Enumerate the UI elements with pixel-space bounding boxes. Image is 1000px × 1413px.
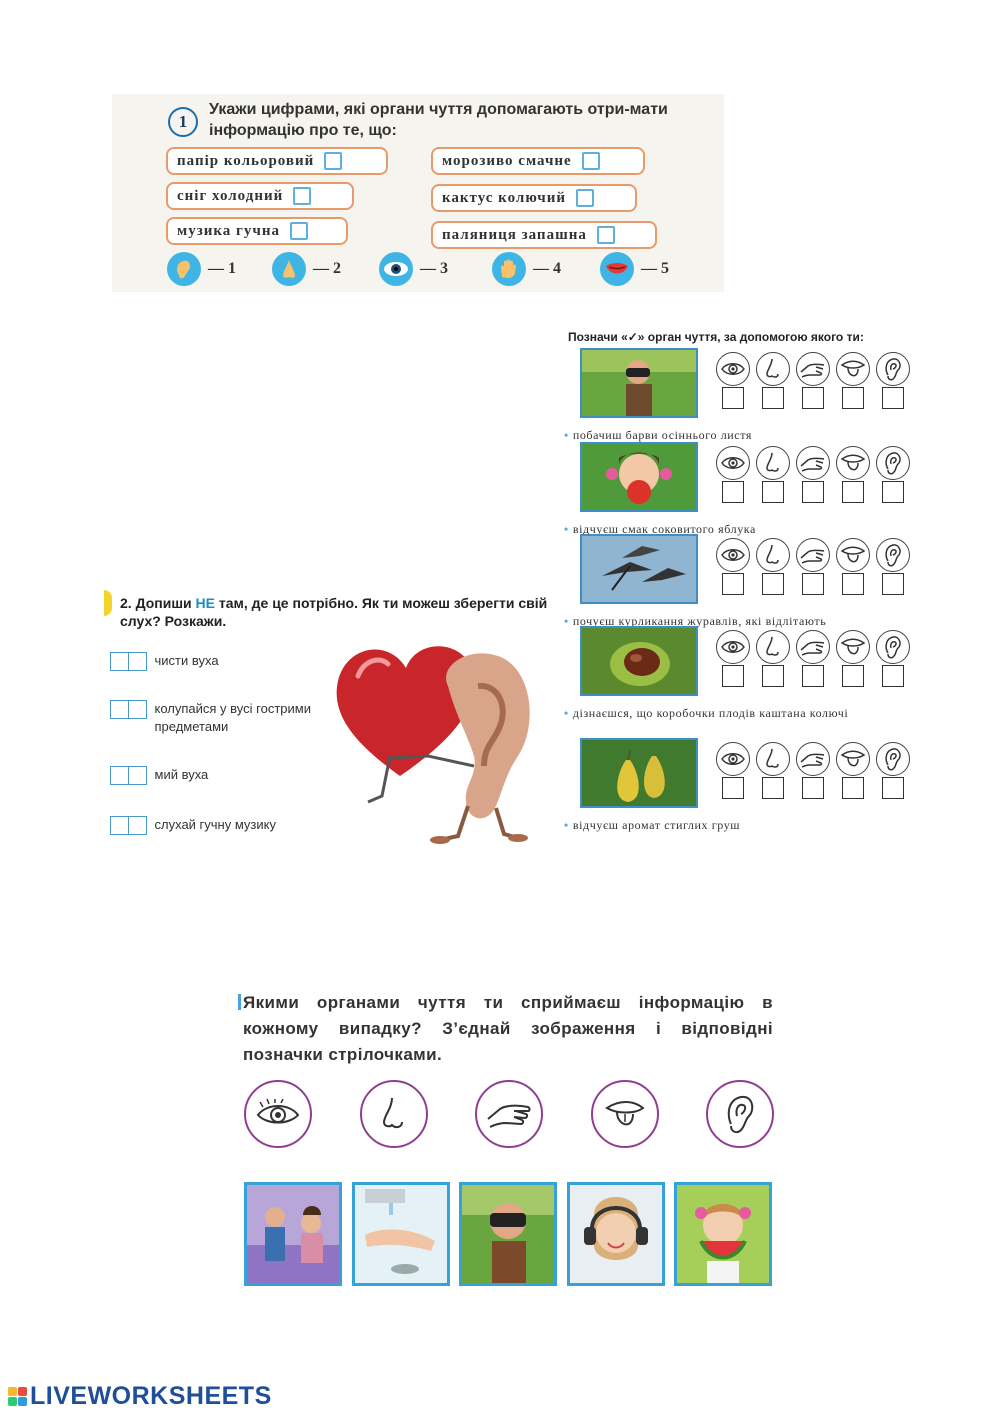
hand-icon[interactable] [475, 1080, 543, 1148]
tongue-icon [836, 446, 870, 480]
sense-choice [876, 446, 910, 503]
answer-item [431, 221, 657, 249]
tongue-icon[interactable] [591, 1080, 659, 1148]
checkbox[interactable] [802, 665, 824, 687]
checkbox[interactable] [722, 573, 744, 595]
sense-choice [716, 446, 750, 503]
nose-icon [756, 742, 790, 776]
nose-icon [756, 538, 790, 572]
checkbox[interactable] [882, 481, 904, 503]
checkbox[interactable] [882, 665, 904, 687]
checkbox[interactable] [722, 665, 744, 687]
sense-icons-row [244, 1080, 774, 1148]
legend-item: — 3 [379, 252, 448, 286]
sense-choices [716, 446, 910, 503]
sense-row [564, 738, 920, 832]
sense-choice [836, 538, 870, 595]
answer-box[interactable] [290, 222, 308, 240]
hand-icon [796, 630, 830, 664]
sense-choice [836, 352, 870, 409]
checkbox[interactable] [722, 777, 744, 799]
hand-icon [796, 538, 830, 572]
watermelon-photo[interactable] [674, 1182, 772, 1286]
sense-choice [876, 352, 910, 409]
legend-item: — 1 [167, 252, 236, 286]
sense-row [564, 626, 920, 720]
washing-hands-photo[interactable] [352, 1182, 450, 1286]
ear-icon [876, 630, 910, 664]
sense-choice [876, 630, 910, 687]
sense-choice [756, 538, 790, 595]
nose-icon [756, 446, 790, 480]
checkbox[interactable] [842, 387, 864, 409]
eye-icon [716, 538, 750, 572]
checkbox[interactable] [882, 777, 904, 799]
answer-item [110, 766, 335, 785]
exercise-number: 1 [168, 107, 198, 137]
ear-icon [167, 252, 201, 286]
answer-box[interactable] [128, 816, 147, 835]
sense-choice [716, 352, 750, 409]
sense-choice [836, 446, 870, 503]
legend-item: — 4 [492, 252, 561, 286]
hand-icon [796, 742, 830, 776]
sense-choice [876, 538, 910, 595]
item-text: кактус колючий [442, 189, 566, 206]
checkbox[interactable] [762, 777, 784, 799]
ear-icon[interactable] [706, 1080, 774, 1148]
answer-box[interactable] [110, 700, 129, 719]
answer-item [166, 182, 354, 210]
sense-choices [716, 742, 910, 799]
sense-row [564, 348, 920, 442]
checkbox[interactable] [722, 387, 744, 409]
answer-item [166, 147, 388, 175]
sense-row [564, 442, 920, 536]
answer-box[interactable] [128, 766, 147, 785]
checkbox[interactable] [762, 387, 784, 409]
legend-item: — 2 [272, 252, 341, 286]
heart-ear-illustration [328, 626, 548, 844]
mark-sense-exercise [560, 322, 928, 832]
sense-choice [836, 630, 870, 687]
cranes-photo [580, 534, 698, 604]
answer-box[interactable] [128, 652, 147, 671]
nose-icon [756, 630, 790, 664]
row-caption: • побачиш барви осіннього листя [564, 428, 753, 442]
eye-icon[interactable] [244, 1080, 312, 1148]
item-text: сніг холодний [177, 187, 284, 204]
item-text: слухай гучну музику [154, 817, 276, 832]
answer-box[interactable] [128, 700, 147, 719]
eye-icon [716, 352, 750, 386]
liveworksheets-logo[interactable] [8, 1382, 272, 1411]
ear-icon [876, 538, 910, 572]
answer-box[interactable] [597, 226, 615, 244]
item-text: мий вуха [154, 767, 209, 782]
logo-cubes-icon [8, 1387, 27, 1406]
answer-box[interactable] [576, 189, 594, 207]
answer-box[interactable] [110, 766, 129, 785]
answer-box[interactable] [582, 152, 600, 170]
photo-row [244, 1182, 772, 1286]
sense-choice [756, 630, 790, 687]
eye-icon [716, 630, 750, 664]
row-caption: • дізнаєшся, що коробочки плодів каштана колючі [564, 706, 849, 720]
exercise-1 [112, 94, 724, 292]
checkbox[interactable] [842, 665, 864, 687]
checkbox[interactable] [802, 777, 824, 799]
nose-icon [272, 252, 306, 286]
sense-choice [796, 352, 830, 409]
sense-choice [756, 352, 790, 409]
sense-choice [796, 446, 830, 503]
tongue-icon [836, 352, 870, 386]
row-caption: • почуєш курликання журавлів, які відлітають [564, 614, 827, 628]
binoculars-photo[interactable] [459, 1182, 557, 1286]
answer-item [431, 184, 637, 212]
chestnut-photo [580, 626, 698, 696]
eye-icon [379, 252, 413, 286]
item-text: папір кольоровий [177, 152, 315, 169]
sense-choice [716, 630, 750, 687]
exercise-marker [238, 994, 241, 1010]
answer-item [166, 217, 348, 245]
checkbox[interactable] [762, 573, 784, 595]
legend-item: — 5 [600, 252, 669, 286]
answer-box[interactable] [324, 152, 342, 170]
answer-box[interactable] [110, 652, 129, 671]
checkbox[interactable] [882, 573, 904, 595]
checkbox[interactable] [762, 665, 784, 687]
headphones-photo[interactable] [567, 1182, 665, 1286]
sense-choice [716, 538, 750, 595]
item-text: колупайся у вусі гострими предметами [154, 701, 311, 734]
eye-icon [716, 742, 750, 776]
exercise-instruction: Укажи цифрами, які органи чуття допомагають отри-мати інформацію про те, що: [209, 101, 668, 139]
ear-icon [876, 352, 910, 386]
girl-apple-photo [580, 442, 698, 512]
exercise-3 [238, 980, 788, 1298]
sense-choice [876, 742, 910, 799]
sense-choice [796, 630, 830, 687]
sense-choice [716, 742, 750, 799]
checkbox[interactable] [722, 481, 744, 503]
exercise-2 [104, 586, 554, 844]
exercise-instruction: 2. Допиши НЕ там, де це потрібно. Як ти можеш зберегти свій слух? Розкажи. [120, 595, 548, 629]
sense-choice [756, 742, 790, 799]
checkbox[interactable] [882, 387, 904, 409]
sense-choices [716, 352, 910, 409]
checkbox[interactable] [802, 387, 824, 409]
sense-choice [836, 742, 870, 799]
hand-icon [796, 352, 830, 386]
answer-item [110, 816, 335, 835]
sense-choice [796, 538, 830, 595]
nose-icon[interactable] [360, 1080, 428, 1148]
answer-item [110, 652, 335, 671]
answer-box[interactable] [293, 187, 311, 205]
sense-choice [756, 446, 790, 503]
nose-icon [756, 352, 790, 386]
sense-choice [796, 742, 830, 799]
logo-text: LIVEWORKSHEETS [30, 1382, 272, 1410]
ear-icon [876, 446, 910, 480]
pears-photo [580, 738, 698, 808]
tongue-icon [836, 630, 870, 664]
eye-icon [716, 446, 750, 480]
answer-box[interactable] [110, 816, 129, 835]
item-text: музика гучна [177, 222, 280, 239]
tongue-icon [836, 742, 870, 776]
checkbox[interactable] [762, 481, 784, 503]
checkbox[interactable] [842, 481, 864, 503]
row-caption: • відчуєш аромат стиглих груш [564, 818, 741, 832]
sense-choices [716, 630, 910, 687]
row-caption: • відчуєш смак соковитого яблука [564, 522, 756, 536]
boy-binoculars-photo [580, 348, 698, 418]
item-text: чисти вуха [154, 653, 219, 668]
ear-icon [876, 742, 910, 776]
exercise-title: Позначи «✓» орган чуття, за допомогою якого ти: [568, 330, 864, 344]
exercise-instruction: Якими органами чуття ти сприймаєш інформацію в кожному випадку? З’єднай зображення і відповідні позначки стрілочками. [243, 993, 773, 1064]
checkbox[interactable] [842, 777, 864, 799]
answer-item [431, 147, 645, 175]
hand-icon [796, 446, 830, 480]
checkbox[interactable] [802, 481, 824, 503]
item-text: паляниця запашна [442, 226, 587, 243]
sense-choices [716, 538, 910, 595]
item-text: морозиво смачне [442, 152, 572, 169]
tongue-icon [836, 538, 870, 572]
hand-icon [492, 252, 526, 286]
sense-row [564, 534, 920, 628]
checkbox[interactable] [842, 573, 864, 595]
checkbox[interactable] [802, 573, 824, 595]
flowers-photo[interactable] [244, 1182, 342, 1286]
exercise-marker [104, 590, 112, 616]
answer-item [110, 700, 345, 736]
mouth-icon [600, 252, 634, 286]
